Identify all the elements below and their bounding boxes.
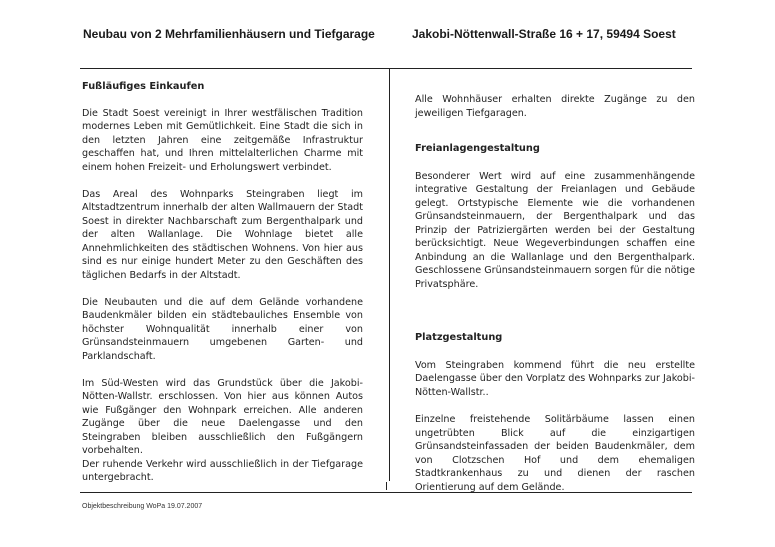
paragraph: Das Areal des Wohnparks Steingraben liegt im Altstadtzentrum innerhalb der alten Wallmauern der Stadt Soest in direkter Nachbarschaft zum Bergenthalpark und der alten Wallanlage. Die Wohnlage bietet alle Annehmlichkeiten des städtischen Wohnens. Von hier aus sind es nur einige hundert Meter zu den Geschäften des täglichen Bedarfs in der Altstadt. bbox=[82, 188, 363, 281]
left-column bbox=[82, 80, 363, 498]
intro-paragraph: Alle Wohnhäuser erhalten direkte Zugänge zu den jeweiligen Tiefgaragen. bbox=[415, 94, 695, 119]
paragraph: Besonderer Wert wird auf eine zusammenhängende integrative Gestaltung der Freianlagen und Gebäude gelegt. Ortstypische Elemente wie die vorhandenen Grünsandsteinmauern, der Bergenthalpark und das Prinzip der Patriziergärten werden bei der Gestaltung berücksichtigt. Neue Wegeverbindungen schaffen eine Anbindung an die Wallanlage und den Bergenthalpark. Geschlossene Grünsandsteinmauern sorgen für die nötige Privatsphäre. bbox=[415, 170, 695, 290]
header-address: Jakobi-Nöttenwall-Straße 16 + 17, 59494 Soest bbox=[412, 27, 676, 41]
header-project-title: Neubau von 2 Mehrfamilienhäusern und Tiefgarage bbox=[83, 27, 375, 41]
paragraph: Der ruhende Verkehr wird ausschließlich in der Tiefgarage untergebracht. bbox=[82, 458, 363, 483]
paragraph: Im Süd-Westen wird das Grundstück über die Jakobi-Nötten-Wallstr. erschlossen. Von hier aus können Autos wie Fußgänger den Wohnpark erreichen. Alle anderen Zugänge über die neue Daelengasse und den Steingraben bleiben ausschließlich den Fußgängern vorbehalten. bbox=[82, 377, 363, 456]
paragraph: Die Neubauten und die auf dem Gelände vorhandene Baudenkmäler bilden ein städtebauliches Ensemble von höchster Wohnqualität innerhalb einer von Grünsandsteinmauern umgebenen Garten- und Parklandschaft. bbox=[82, 296, 363, 362]
column-divider bbox=[389, 69, 390, 481]
paragraph: Vom Steingraben kommend führt die neu erstellte Daelengasse über den Vorplatz des Wohnparks zur Jakobi-Nötten-Wallstr.. bbox=[415, 359, 695, 398]
section-heading-platz: Platzgestaltung bbox=[415, 332, 503, 343]
right-column bbox=[415, 93, 695, 494]
top-rule bbox=[80, 68, 692, 69]
footer-doc-info: Objektbeschreibung WoPa 19.07.2007 bbox=[82, 503, 203, 510]
section-heading-freianlagen: Freianlagengestaltung bbox=[415, 143, 540, 154]
paragraph: Die Stadt Soest vereinigt in Ihrer westfälischen Tradition modernes Leben mit Gemütlichkeit. Eine Stadt die sich in den letzten Jahren eine zeitgemäße Infrastruktur geschaffen hat, und Ihren mittelalterlichen Charme mit einem hohen Freizeit- und Erholungswert verbindet. bbox=[82, 107, 363, 173]
paragraph: Einzelne freistehende Solitärbäume lassen einen ungetrübten Blick auf die einzigartigen Grünsandsteinfassaden der beiden Baudenkmäler, dem von Clotzschen Hof und dem ehemaligen Stadtkrankenhaus zu und dienen der raschen Orientierung auf dem Gelände. bbox=[415, 414, 695, 493]
section-heading-einkaufen: Fußläufiges Einkaufen bbox=[82, 81, 205, 92]
column-divider-tick bbox=[386, 482, 387, 490]
